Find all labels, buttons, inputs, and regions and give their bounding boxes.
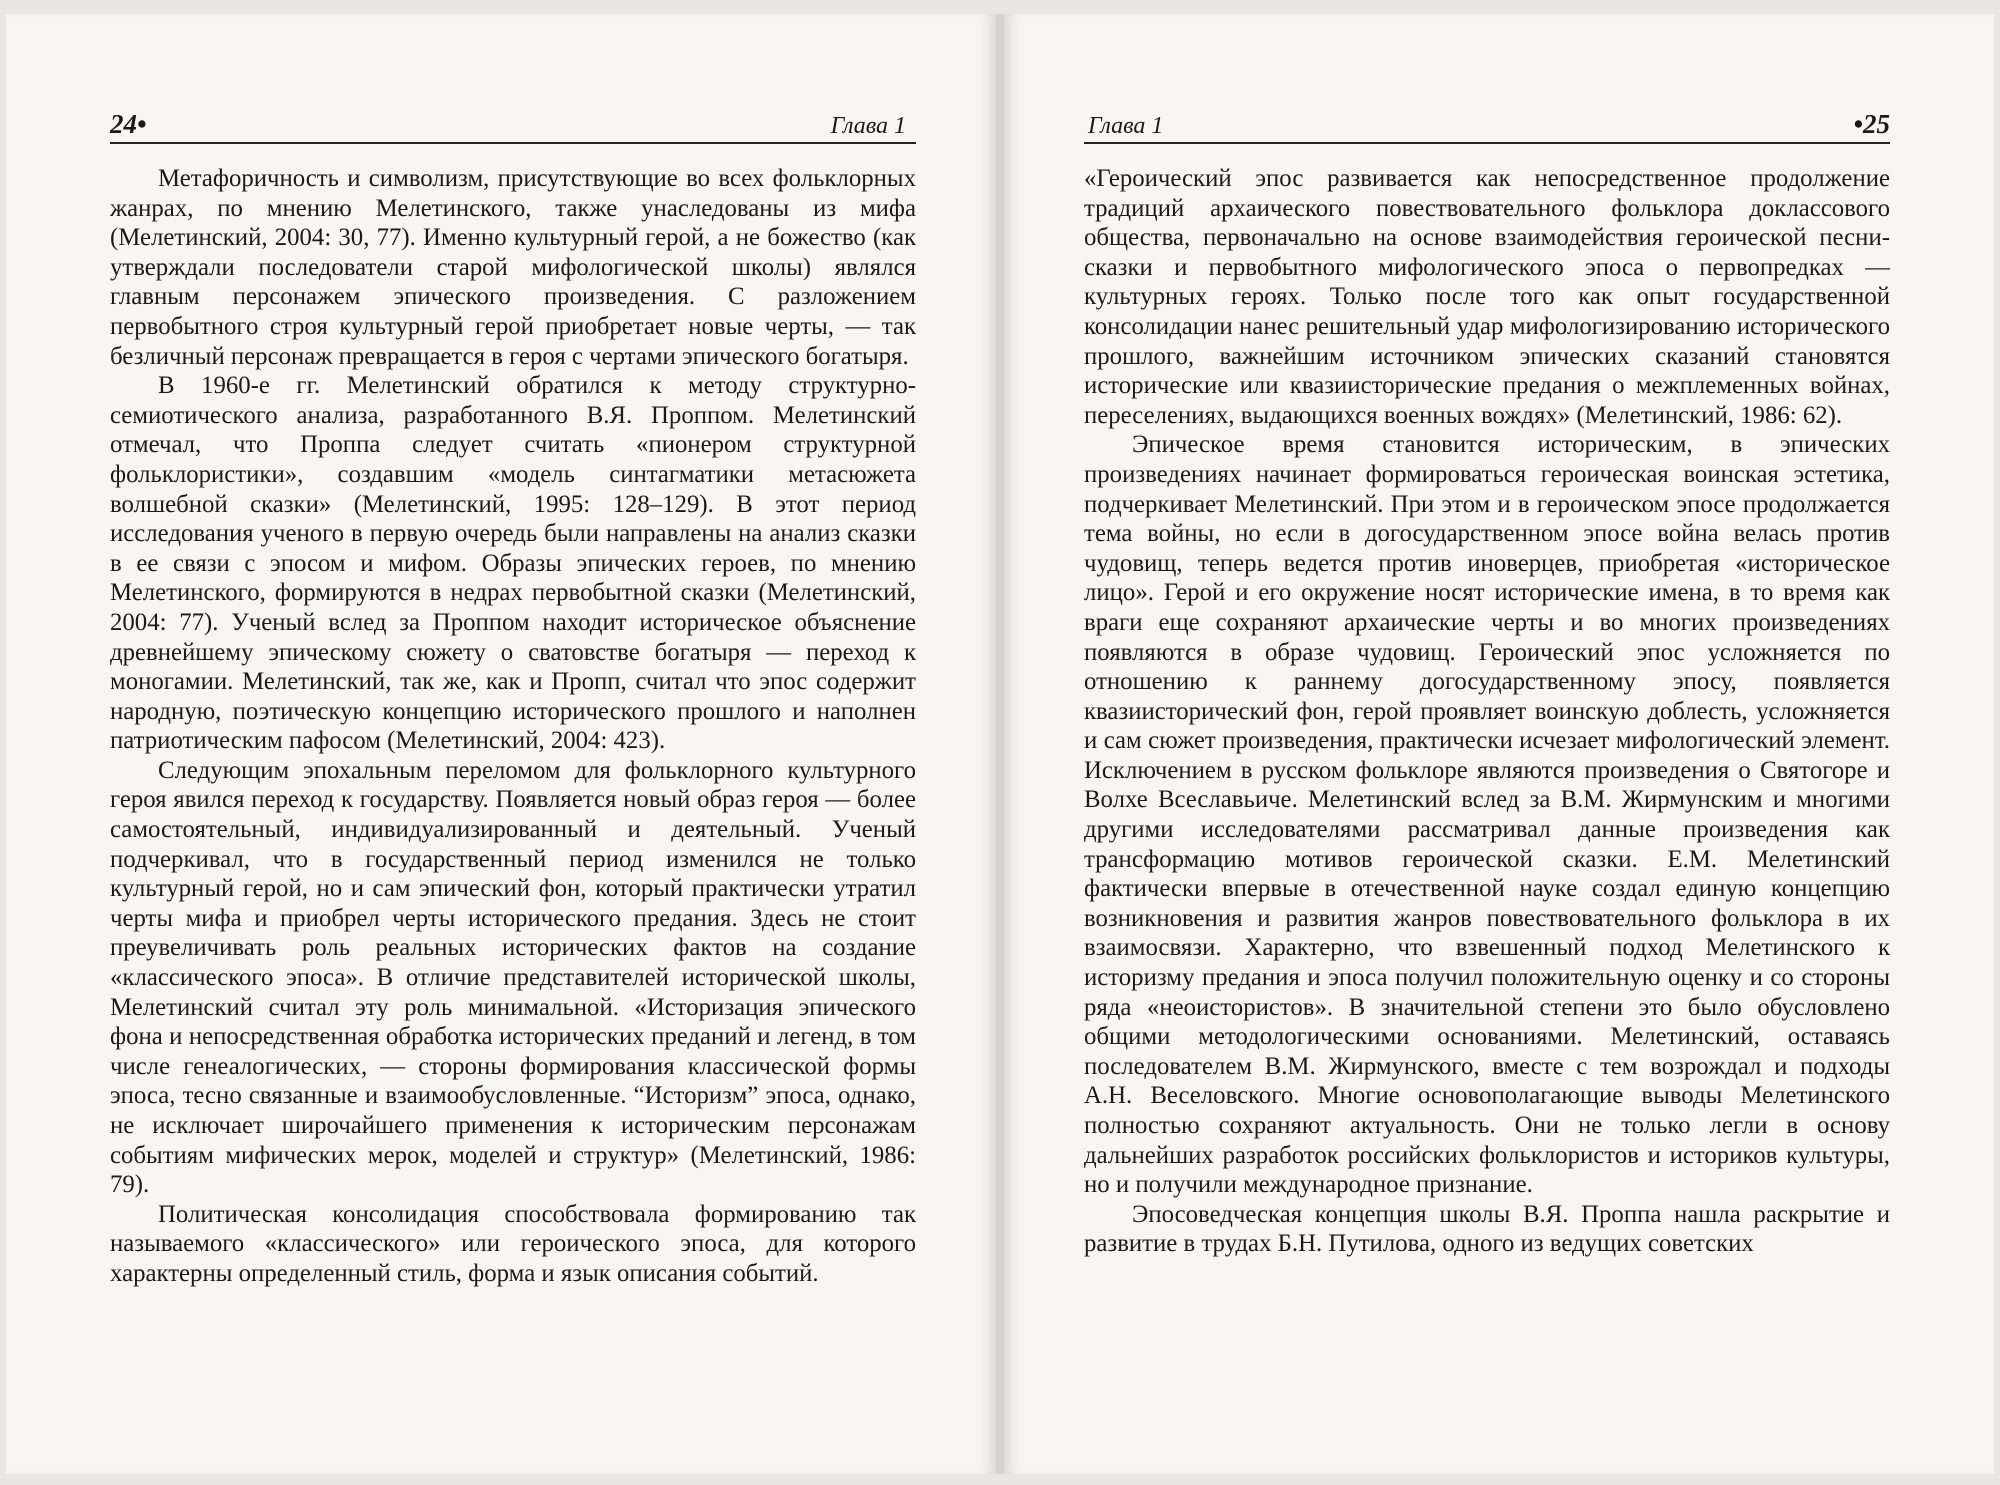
right-page-header <box>1084 106 1890 144</box>
paragraph: В 1960-е гг. Мелетинский обратился к методу структурно-семиотического анализа, разработанного В.Я. Проппом. Мелетинский отмечал, что Проппа следует считать «пионером структурной фольклористики», создавшим «модель синтагматики метасюжета волшебной сказки» (Мелетинский, 1995: 128–129). В этот период исследования ученого в первую очередь были направлены на анализ сказки в ее связи с эпосом и мифом. Образы эпических героев, по мнению Мелетинского, формируются в недрах первобытной сказки (Мелетинский, 2004: 77). Ученый вслед за Проппом находит историческое объяснение древнейшему эпическому сюжету о сватовстве богатыря — переход к моногамии. Мелетинский, так же, как и Пропп, считал что эпос содержит народную, поэтическую концепцию исторического прошлого и наполнен патриотическим пафосом (Мелетинский, 2004: 423). <box>110 372 916 755</box>
page-number: 24• <box>110 109 147 139</box>
page-number: •25 <box>1853 109 1890 139</box>
paragraph: Следующим эпохальным переломом для фольклорного культурного героя явился переход к государству. Появляется новый образ героя — более самостоятельный, индивидуализированный и деятельный. Ученый подчеркивал, что в государственный период изменился не только культурный герой, но и сам эпический фон, который практически утратил черты мифа и приобрел черты исторического предания. Здесь не стоит преувеличивать роль реальных исторических фактов на создание «классического эпоса». В отличие представителей исторической школы, Мелетинский считал эту роль минимальной. «Историзация эпического фона и непосредственная обработка исторических преданий и легенд, в том числе генеалогических, — стороны формирования классической формы эпоса, тесно связанные и взаимообусловленные. “Историзм” эпоса, однако, не исключает широчайшего применения к историческим персонажам событиям мифических мерок, моделей и структур» (Мелетинский, 1986: 79). <box>110 756 916 1199</box>
paragraph: Политическая консолидация способствовала формированию так называемого «классического» или героического эпоса, для которого характерны определенный стиль, форма и язык описания событий. <box>110 1200 916 1287</box>
left-page-body <box>110 164 916 1289</box>
left-page-header <box>110 106 916 144</box>
right-page <box>1004 14 1994 1474</box>
right-page-body <box>1084 164 1890 1259</box>
running-head: Глава 1 <box>830 113 906 139</box>
paragraph: Эпосоведческая концепция школы В.Я. Проппа нашла раскрытие и развитие в трудах Б.Н. Путилова, одного из ведущих советских <box>1084 1200 1890 1258</box>
paragraph: «Героический эпос развивается как непосредственное продолжение традиций архаического повествовательного фольклора доклассового общества, первоначально на основе взаимодействия героической песни-сказки и первобытного мифологического эпоса о первопредках — культурных героях. Только после того как опыт государственной консолидации нанес решительный удар мифологизированию исторического прошлого, важнейшим источником эпических сказаний становятся исторические или квазиисторические предания о межплеменных войнах, переселениях, выдающихся военных вождях» (Мелетинский, 1986: 62). <box>1084 165 1890 429</box>
running-head: Глава 1 <box>1088 113 1164 139</box>
book-gutter <box>996 14 1004 1474</box>
paragraph: Эпическое время становится историческим, в эпических произведениях начинает формироваться героическая воинская эстетика, подчеркивает Мелетинский. При этом и в героическом эпосе продолжается тема войны, но если в догосударственном эпосе война велась против чудовищ, теперь ведется против иноверцев, приобретая «историческое лицо». Герой и его окружение носят исторические имена, в то время как враги еще сохраняют архаические черты и во многих произведениях появляются в образе чудовищ. Героический эпос усложняется по отношению к раннему догосударственному эпосу, появляется квазиисторический фон, герой проявляет воинскую доблесть, усложняется и сам сюжет произведения, практически исчезает мифологический элемент. Исключением в русском фольклоре являются произведения о Святогоре и Волхе Всеславьиче. Мелетинский вслед за В.М. Жирмунским и многими другими исследователями рассматривал данные произведения как трансформацию мотивов героической сказки. Е.М. Мелетинский фактически впервые в отечественной науке создал единую концепцию возникновения и развития жанров повествовательного фольклора в их взаимосвязи. Характерно, что взвешенный подход Мелетинского к историзму предания и эпоса получил положительную оценку и со стороны ряда «неоистористов». В значительной степени это было обусловлено общими методологическими основаниями. Мелетинский, оставаясь последователем В.М. Жирмунского, вместе с тем возрождал и подходы А.Н. Веселовского. Многие основополагающие выводы Мелетинского полностью сохраняют актуальность. Они не только легли в основу дальнейших разработок российских фольклористов и историков культуры, но и получили международное признание. <box>1084 431 1890 1199</box>
left-page <box>6 14 996 1474</box>
paragraph: Метафоричность и символизм, присутствующие во всех фольклорных жанрах, по мнению Мелетинского, также унаследованы из мифа (Мелетинский, 2004: 30, 77). Именно культурный герой, а не божество (как утверждали последователи старой мифологической школы) являлся главным персонажем эпического произведения. С разложением первобытного строя культурный герой приобретает новые черты, — так безличный персонаж превращается в героя с чертами эпического богатыря. <box>110 165 916 370</box>
